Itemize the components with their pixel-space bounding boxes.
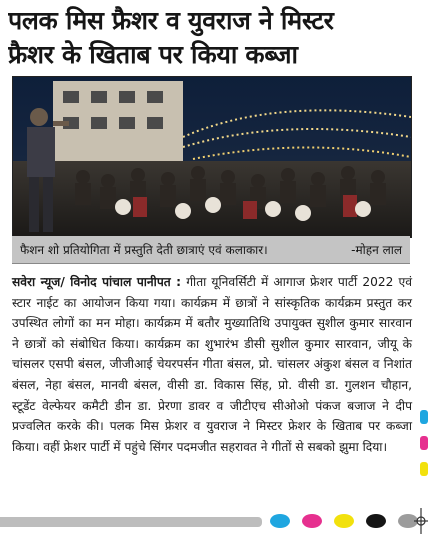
dateline: सवेरा न्यूज/ विनोद पांचाल पानीपत : xyxy=(12,275,182,289)
article-body xyxy=(12,272,412,457)
event-photo-illustration xyxy=(13,77,411,237)
side-color-mark-1 xyxy=(420,410,428,424)
article-paragraph: गीता यूनिवर्सिटी में आगाज फ्रेशर पार्टी 2022 एवं स्टार नाईट का आयोजन किया गया। कार्यक्रम में छात्रों ने सांस्कृतिक कार्यक्रम प्रस्तुत कर उपस्थित लोगों का मन मोहा। कार्यक्रम में बतौर मुख्यातिथि उपायुक्त सुशील कुमार सारवान ने छात्रों को संबोधित किया। कार्यक्रम का शुभारंभ डीसी सुशील कुमार सारवान, जीयू के चांसलर एसपी बंसल, जीजीआई चेयरपर्सन गीता बंसल, प्रो. चांसलर अंकुश बंसल व निशांत बंसल, नेहा बंसल, मानवी बंसल, वीसी डा. विकास सिंह, प्रो. वीसी डा. गुलशन चौहान, स्टूडेंट वेल्फेयर कमैटी डीन डा. प्रेरणा डावर व जीटीएच सीओओ पंकज बजाज ने दीप प्रज्वलित करके की। पलक मिस फ्रेशर व युवराज ने मिस्टर फ्रेशर के खिताब पर कब्जा किया। वहीं फ्रेशर पार्टी में पहुंचे सिंगर पदमजीत सहरावत ने गीतों से सबको झुमा दिया। xyxy=(12,275,412,454)
page-edge-bar xyxy=(0,517,262,527)
registration-dot-1 xyxy=(270,514,290,528)
side-color-mark-3 xyxy=(420,462,428,476)
crop-mark-icon xyxy=(414,508,428,534)
headline-line-1: पलक मिस फ्रैशर व युवराज ने मिस्टर xyxy=(8,6,334,35)
headline-line-2: फ्रैशर के खिताब पर किया कब्जा xyxy=(8,40,298,69)
registration-dot-4 xyxy=(366,514,386,528)
registration-dot-2 xyxy=(302,514,322,528)
side-color-marks xyxy=(418,410,428,490)
registration-dot-3 xyxy=(334,514,354,528)
photo-credit: -मोहन लाल xyxy=(351,243,402,257)
headline xyxy=(8,4,418,72)
color-registration-marks xyxy=(270,514,418,528)
side-color-mark-2 xyxy=(420,436,428,450)
event-photo xyxy=(12,76,412,238)
photo-caption-bar xyxy=(12,236,410,264)
photo-caption: फैशन शो प्रतियोगिता में प्रस्तुति देती छात्राएं एवं कलाकार। xyxy=(20,243,268,257)
